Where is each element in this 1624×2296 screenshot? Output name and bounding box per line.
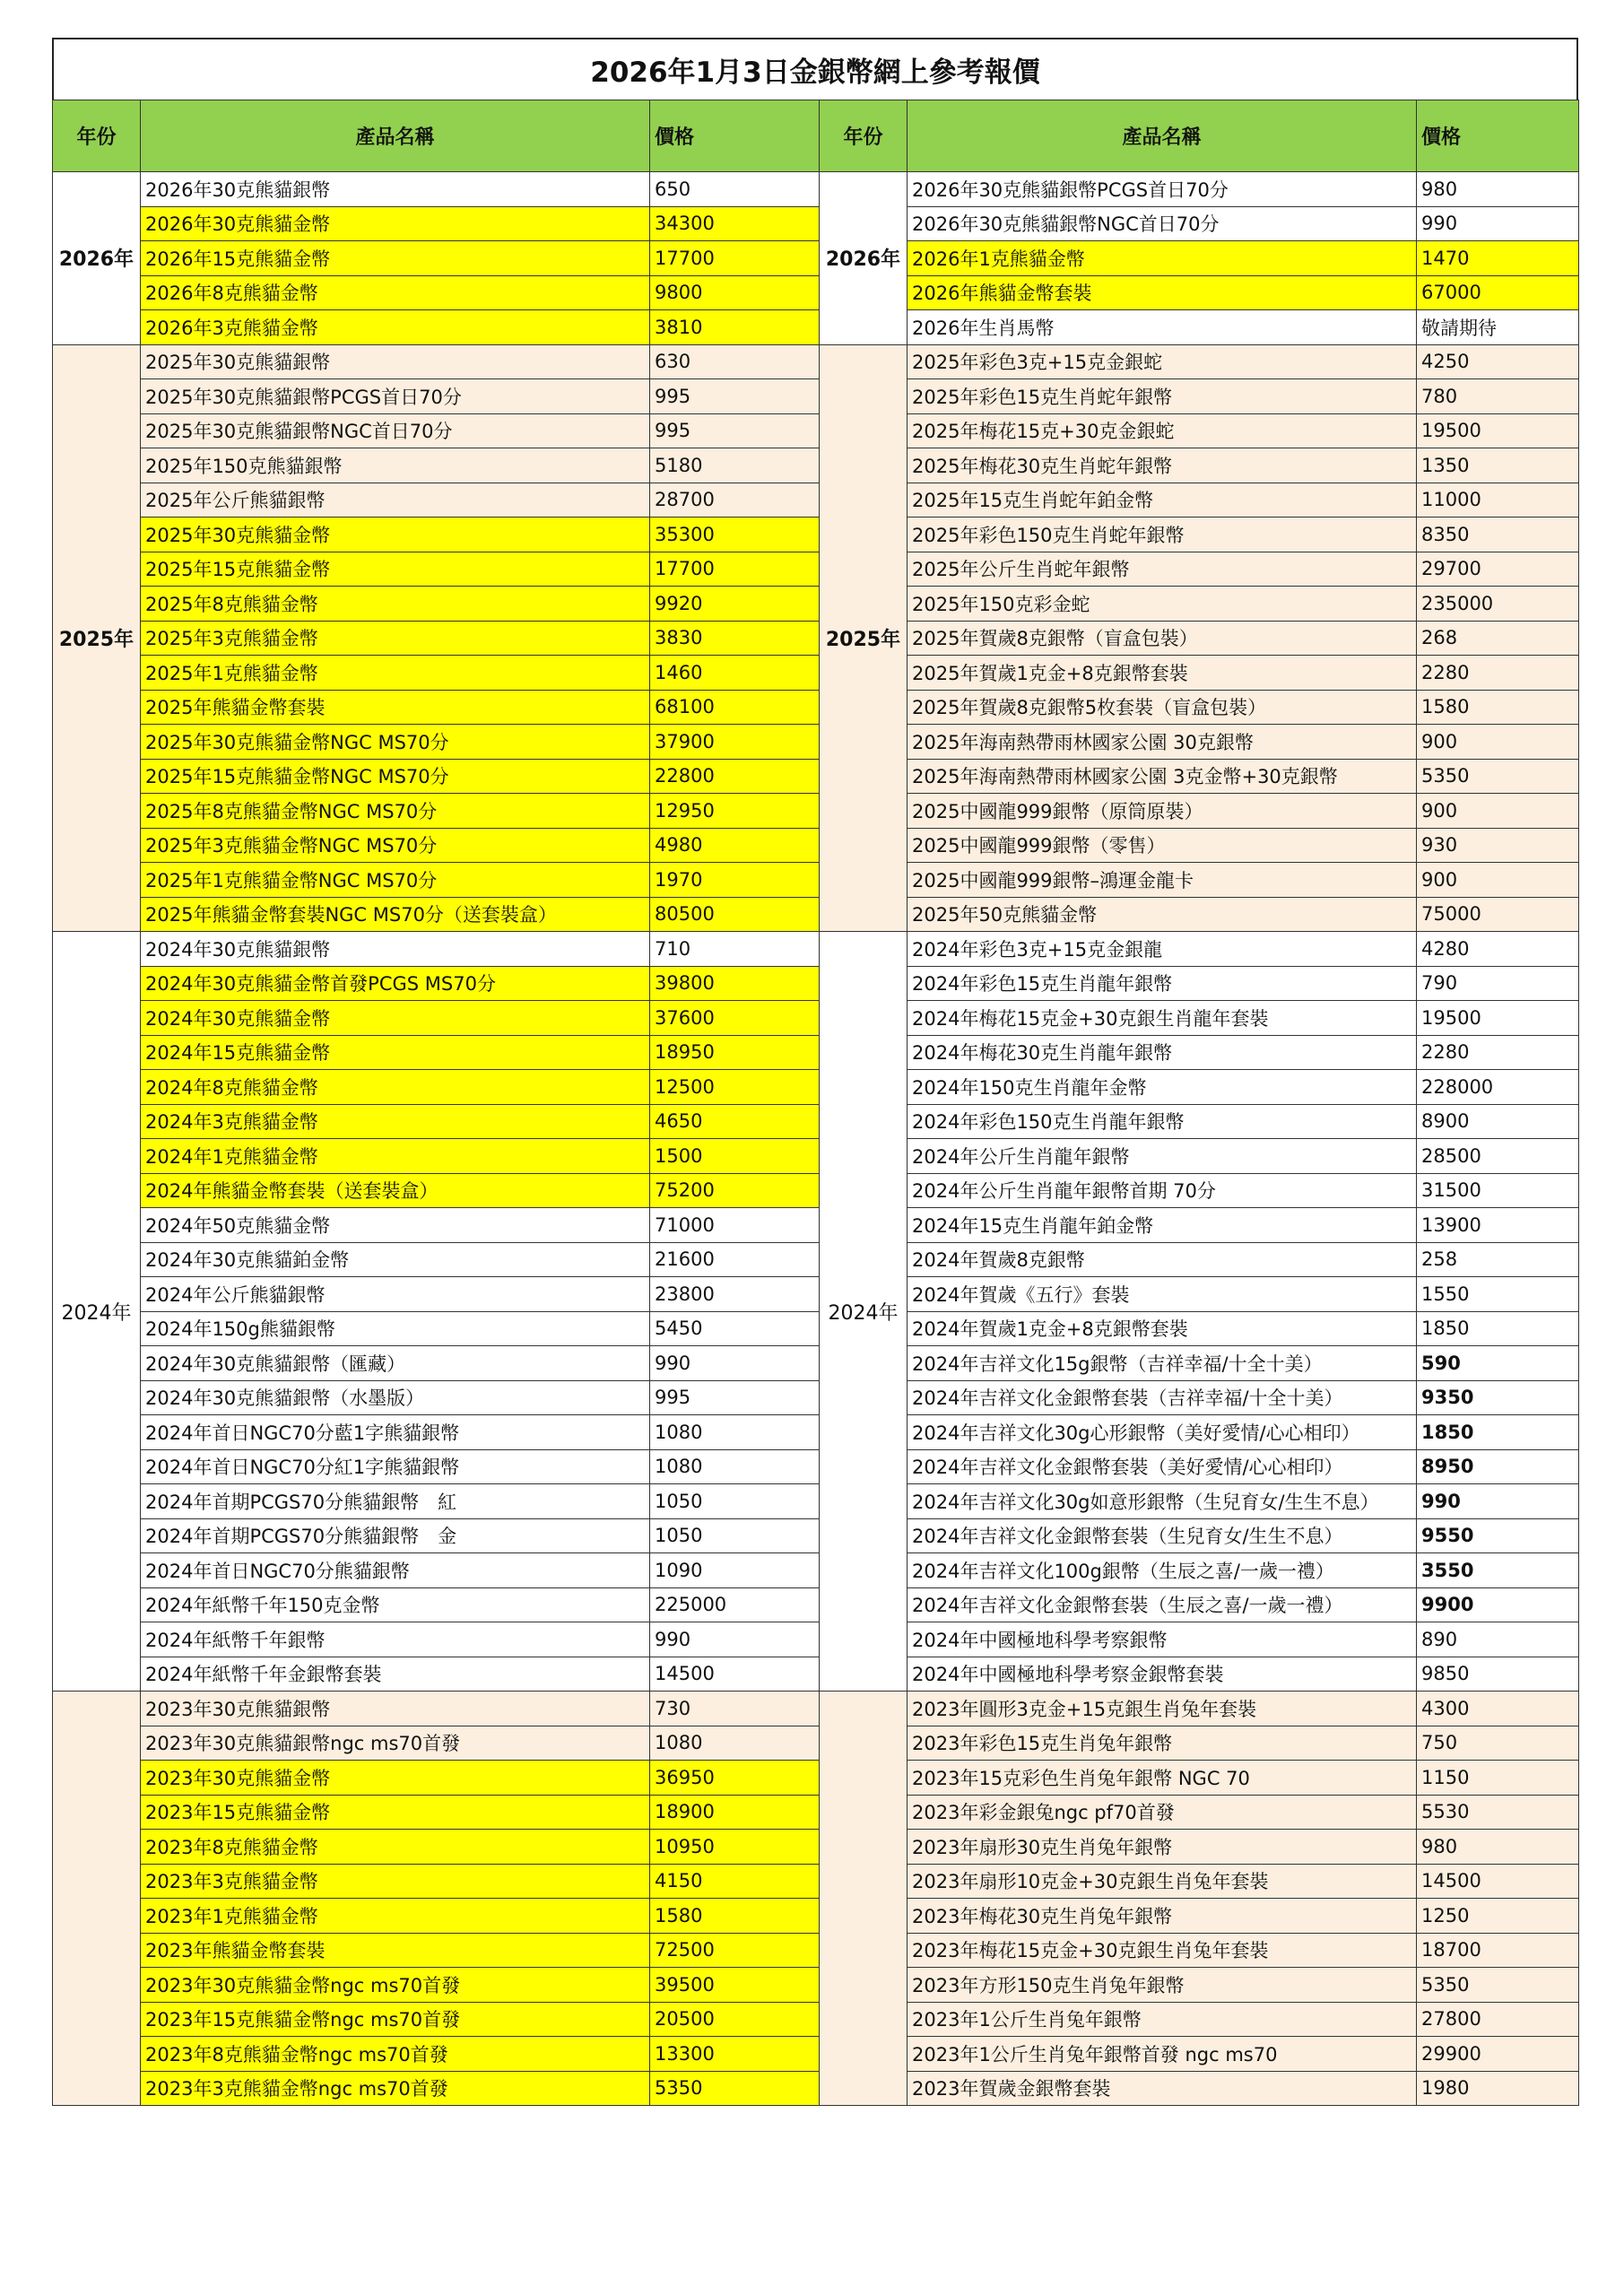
product-price-right: 75000: [1417, 897, 1579, 932]
product-price-right: 28500: [1417, 1139, 1579, 1174]
product-name-left: 2024年3克熊貓金幣: [141, 1104, 650, 1139]
product-name-right: 2024年賀歲1克金+8克銀幣套裝: [908, 1311, 1417, 1346]
product-name-right: 2025年彩色15克生肖蛇年銀幣: [908, 379, 1417, 414]
product-price-left: 1460: [650, 656, 820, 691]
table-row: [53, 344, 1579, 379]
product-name-left: 2024年首日NGC70分藍1字熊貓銀幣: [141, 1415, 650, 1450]
product-price-right: 1980: [1417, 2071, 1579, 2106]
product-price-right: 990: [1417, 1484, 1579, 1519]
product-name-left: 2024年紙幣千年銀幣: [141, 1622, 650, 1657]
product-price-right: 5530: [1417, 1795, 1579, 1830]
product-price-right: 11000: [1417, 483, 1579, 517]
table-row: [53, 863, 1579, 898]
table-row: [53, 1173, 1579, 1208]
product-name-right: 2025年公斤生肖蛇年銀幣: [908, 552, 1417, 587]
product-price-right: 900: [1417, 863, 1579, 898]
product-name-right: 2023年15克彩色生肖兔年銀幣 NGC 70: [908, 1761, 1417, 1796]
product-name-left: 2023年30克熊貓金幣: [141, 1761, 650, 1796]
table-row: [53, 2037, 1579, 2072]
product-name-left: 2023年3克熊貓金幣ngc ms70首發: [141, 2071, 650, 2106]
product-name-right: 2026年1克熊貓金幣: [908, 241, 1417, 276]
product-name-right: 2023年扇形30克生肖兔年銀幣: [908, 1830, 1417, 1865]
product-name-left: 2024年150g熊貓銀幣: [141, 1311, 650, 1346]
product-name-right: 2023年方形150克生肖兔年銀幣: [908, 1968, 1417, 2003]
product-price-right: 2280: [1417, 1035, 1579, 1070]
product-name-left: 2026年30克熊貓金幣: [141, 206, 650, 241]
product-price-right: 258: [1417, 1242, 1579, 1277]
product-price-right: 1250: [1417, 1899, 1579, 1934]
product-price-right: 228000: [1417, 1070, 1579, 1105]
table-row: [53, 448, 1579, 483]
product-name-right: 2023年圓形3克金+15克銀生肖兔年套裝: [908, 1692, 1417, 1726]
product-price-left: 68100: [650, 690, 820, 725]
product-name-right: 2025年彩色150克生肖蛇年銀幣: [908, 517, 1417, 552]
product-name-right: 2024年公斤生肖龍年銀幣首期 70分: [908, 1173, 1417, 1208]
product-name-left: 2026年30克熊貓銀幣: [141, 172, 650, 207]
table-row: [53, 1587, 1579, 1622]
product-name-right: 2024年彩色150克生肖龍年銀幣: [908, 1104, 1417, 1139]
table-row: [53, 1346, 1579, 1381]
product-price-left: 990: [650, 1622, 820, 1657]
product-price-left: 1090: [650, 1553, 820, 1588]
table-row: [53, 828, 1579, 863]
product-name-left: 2026年15克熊貓金幣: [141, 241, 650, 276]
product-price-left: 12500: [650, 1070, 820, 1105]
product-name-left: 2025年3克熊貓金幣NGC MS70分: [141, 828, 650, 863]
product-name-left: 2024年50克熊貓金幣: [141, 1208, 650, 1243]
product-name-right: 2025年賀歲8克銀幣5枚套裝（盲盒包裝）: [908, 690, 1417, 725]
product-price-right: 9850: [1417, 1657, 1579, 1692]
product-price-left: 1580: [650, 1899, 820, 1934]
product-name-left: 2024年30克熊貓銀幣（水墨版）: [141, 1380, 650, 1415]
table-row: [53, 897, 1579, 932]
product-price-left: 3830: [650, 621, 820, 656]
product-name-left: 2023年30克熊貓金幣ngc ms70首發: [141, 1968, 650, 2003]
product-name-left: 2025年8克熊貓金幣NGC MS70分: [141, 794, 650, 829]
year-cell-left: 2024年: [53, 932, 141, 1692]
product-price-left: 1080: [650, 1449, 820, 1484]
table-row: [53, 1518, 1579, 1553]
header-price-left: 價格: [650, 100, 820, 172]
product-price-left: 21600: [650, 1242, 820, 1277]
product-name-right: 2024年賀歲8克銀幣: [908, 1242, 1417, 1277]
product-name-right: 2023年梅花15克金+30克銀生肖兔年套裝: [908, 1933, 1417, 1968]
page-title: 2026年1月3日金銀幣網上參考報價: [52, 38, 1578, 100]
product-name-right: 2024年梅花30克生肖龍年銀幣: [908, 1035, 1417, 1070]
product-price-right: 1550: [1417, 1277, 1579, 1312]
table-row: [53, 1864, 1579, 1899]
product-price-left: 12950: [650, 794, 820, 829]
table-row: [53, 1553, 1579, 1588]
product-name-right: 2024年吉祥文化30g心形銀幣（美好愛情/心心相印）: [908, 1415, 1417, 1450]
product-price-left: 39500: [650, 1968, 820, 2003]
product-name-right: 2023年梅花30克生肖兔年銀幣: [908, 1899, 1417, 1934]
product-price-left: 10950: [650, 1830, 820, 1865]
year-cell-right: 2024年: [820, 932, 908, 1692]
product-price-left: 71000: [650, 1208, 820, 1243]
product-name-left: 2023年熊貓金幣套裝: [141, 1933, 650, 1968]
product-price-left: 75200: [650, 1173, 820, 1208]
table-row: [53, 656, 1579, 691]
product-price-right: 1580: [1417, 690, 1579, 725]
product-price-right: 67000: [1417, 275, 1579, 310]
product-name-left: 2024年1克熊貓金幣: [141, 1139, 650, 1174]
product-name-left: 2025年150克熊貓銀幣: [141, 448, 650, 483]
product-name-right: 2026年30克熊貓銀幣NGC首日70分: [908, 206, 1417, 241]
product-price-right: 8900: [1417, 1104, 1579, 1139]
product-price-left: 34300: [650, 206, 820, 241]
product-price-right: 敬請期待: [1417, 310, 1579, 345]
table-row: [53, 1761, 1579, 1796]
product-name-right: 2024年彩色15克生肖龍年銀幣: [908, 966, 1417, 1001]
product-name-left: 2025年30克熊貓銀幣NGC首日70分: [141, 413, 650, 448]
table-row: [53, 1415, 1579, 1450]
product-price-left: 20500: [650, 2002, 820, 2037]
product-name-left: 2024年首日NGC70分熊貓銀幣: [141, 1553, 650, 1588]
product-name-right: 2025年賀歲1克金+8克銀幣套裝: [908, 656, 1417, 691]
product-name-right: 2024年中國極地科學考察銀幣: [908, 1622, 1417, 1657]
product-name-left: 2024年30克熊貓金幣首發PCGS MS70分: [141, 966, 650, 1001]
product-name-right: 2025年50克熊貓金幣: [908, 897, 1417, 932]
product-price-left: 5350: [650, 2071, 820, 2106]
product-price-left: 39800: [650, 966, 820, 1001]
product-price-right: 9900: [1417, 1587, 1579, 1622]
product-price-right: 900: [1417, 794, 1579, 829]
product-name-right: 2025年梅花15克+30克金銀蛇: [908, 413, 1417, 448]
product-name-right: 2025年15克生肖蛇年鉑金幣: [908, 483, 1417, 517]
product-name-right: 2025中國龍999銀幣（原筒原裝）: [908, 794, 1417, 829]
product-price-left: 1500: [650, 1139, 820, 1174]
product-price-right: 990: [1417, 206, 1579, 241]
year-cell-right: 2026年: [820, 172, 908, 345]
table-row: [53, 690, 1579, 725]
product-price-right: 8950: [1417, 1449, 1579, 1484]
table-row: [53, 1830, 1579, 1865]
product-name-right: 2024年吉祥文化金銀幣套裝（生辰之喜/一歲一禮）: [908, 1587, 1417, 1622]
product-name-right: 2025年海南熱帶雨林國家公園 3克金幣+30克銀幣: [908, 759, 1417, 794]
product-price-left: 37600: [650, 1001, 820, 1036]
table-row: [53, 310, 1579, 345]
product-name-right: 2024年梅花15克金+30克銀生肖龍年套裝: [908, 1001, 1417, 1036]
table-row: [53, 1622, 1579, 1657]
product-name-left: 2023年3克熊貓金幣: [141, 1864, 650, 1899]
year-cell-left: [53, 1692, 141, 2106]
product-name-left: 2024年首期PCGS70分熊貓銀幣 金: [141, 1518, 650, 1553]
product-name-right: 2024年吉祥文化100g銀幣（生辰之喜/一歲一禮）: [908, 1553, 1417, 1588]
table-row: [53, 725, 1579, 760]
product-price-left: 36950: [650, 1761, 820, 1796]
product-name-left: 2025年1克熊貓金幣: [141, 656, 650, 691]
year-cell-left: 2025年: [53, 344, 141, 932]
product-price-right: 9550: [1417, 1518, 1579, 1553]
product-price-right: 2280: [1417, 656, 1579, 691]
product-price-right: 29900: [1417, 2037, 1579, 2072]
product-price-right: 31500: [1417, 1173, 1579, 1208]
product-price-left: 4650: [650, 1104, 820, 1139]
product-name-right: 2023年彩金銀兔ngc pf70首發: [908, 1795, 1417, 1830]
product-name-right: 2023年扇形10克金+30克銀生肖兔年套裝: [908, 1864, 1417, 1899]
table-row: [53, 483, 1579, 517]
product-name-right: 2026年熊貓金幣套裝: [908, 275, 1417, 310]
product-price-left: 18900: [650, 1795, 820, 1830]
product-price-right: 5350: [1417, 759, 1579, 794]
header-row: [53, 100, 1579, 172]
product-price-right: 790: [1417, 966, 1579, 1001]
product-name-right: 2023年1公斤生肖兔年銀幣首發 ngc ms70: [908, 2037, 1417, 2072]
product-price-left: 1970: [650, 863, 820, 898]
table-row: [53, 1795, 1579, 1830]
product-price-left: 990: [650, 1346, 820, 1381]
product-price-left: 995: [650, 413, 820, 448]
table-row: [53, 1380, 1579, 1415]
product-price-right: 4280: [1417, 932, 1579, 967]
table-row: [53, 794, 1579, 829]
product-price-left: 5180: [650, 448, 820, 483]
product-name-right: 2025年賀歲8克銀幣（盲盒包裝）: [908, 621, 1417, 656]
product-name-right: 2024年吉祥文化30g如意形銀幣（生兒育女/生生不息）: [908, 1484, 1417, 1519]
product-name-left: 2023年8克熊貓金幣: [141, 1830, 650, 1865]
product-price-right: 4250: [1417, 344, 1579, 379]
product-name-left: 2024年首期PCGS70分熊貓銀幣 紅: [141, 1484, 650, 1519]
product-name-left: 2025年3克熊貓金幣: [141, 621, 650, 656]
table-row: [53, 759, 1579, 794]
product-price-right: 3550: [1417, 1553, 1579, 1588]
table-row: [53, 241, 1579, 276]
product-name-right: 2024年15克生肖龍年鉑金幣: [908, 1208, 1417, 1243]
product-name-right: 2024年150克生肖龍年金幣: [908, 1070, 1417, 1105]
product-price-left: 28700: [650, 483, 820, 517]
product-price-right: 13900: [1417, 1208, 1579, 1243]
product-name-right: 2024年吉祥文化金銀幣套裝（吉祥幸福/十全十美）: [908, 1380, 1417, 1415]
product-price-right: 1850: [1417, 1311, 1579, 1346]
table-row: [53, 1070, 1579, 1105]
product-name-right: 2023年彩色15克生肖兔年銀幣: [908, 1726, 1417, 1761]
product-price-left: 9800: [650, 275, 820, 310]
product-price-left: 22800: [650, 759, 820, 794]
product-price-left: 13300: [650, 2037, 820, 2072]
table-row: [53, 379, 1579, 414]
product-name-right: 2024年賀歲《五行》套裝: [908, 1277, 1417, 1312]
table-row: [53, 1208, 1579, 1243]
product-price-left: 1050: [650, 1518, 820, 1553]
product-name-left: 2023年1克熊貓金幣: [141, 1899, 650, 1934]
product-price-right: 1470: [1417, 241, 1579, 276]
product-price-right: 900: [1417, 725, 1579, 760]
product-name-left: 2023年8克熊貓金幣ngc ms70首發: [141, 2037, 650, 2072]
product-name-left: 2024年15克熊貓金幣: [141, 1035, 650, 1070]
product-name-right: 2024年中國極地科學考察金銀幣套裝: [908, 1657, 1417, 1692]
product-price-right: 930: [1417, 828, 1579, 863]
product-price-right: 1350: [1417, 448, 1579, 483]
product-price-left: 3810: [650, 310, 820, 345]
year-cell-left: 2026年: [53, 172, 141, 345]
table-row: [53, 552, 1579, 587]
product-price-right: 780: [1417, 379, 1579, 414]
product-name-left: 2024年30克熊貓銀幣: [141, 932, 650, 967]
product-name-left: 2025年1克熊貓金幣NGC MS70分: [141, 863, 650, 898]
product-name-right: 2025年海南熱帶雨林國家公園 30克銀幣: [908, 725, 1417, 760]
product-price-left: 1080: [650, 1726, 820, 1761]
product-price-right: 14500: [1417, 1864, 1579, 1899]
product-price-right: 1850: [1417, 1415, 1579, 1450]
table-row: [53, 1035, 1579, 1070]
product-price-right: 27800: [1417, 2002, 1579, 2037]
product-name-left: 2025年公斤熊貓銀幣: [141, 483, 650, 517]
product-name-left: 2024年公斤熊貓銀幣: [141, 1277, 650, 1312]
product-name-right: 2024年彩色3克+15克金銀龍: [908, 932, 1417, 967]
product-price-right: 29700: [1417, 552, 1579, 587]
product-price-right: 268: [1417, 621, 1579, 656]
product-price-left: 650: [650, 172, 820, 207]
header-year-right: 年份: [820, 100, 908, 172]
header-price-right: 價格: [1417, 100, 1579, 172]
product-price-right: 19500: [1417, 413, 1579, 448]
table-body: [53, 172, 1579, 2106]
price-table: [52, 100, 1579, 2106]
table-row: [53, 413, 1579, 448]
product-price-left: 225000: [650, 1587, 820, 1622]
product-name-left: 2023年15克熊貓金幣ngc ms70首發: [141, 2002, 650, 2037]
product-name-right: 2025年梅花30克生肖蛇年銀幣: [908, 448, 1417, 483]
product-price-left: 710: [650, 932, 820, 967]
product-name-right: 2025年150克彩金蛇: [908, 587, 1417, 622]
product-name-left: 2025年30克熊貓金幣: [141, 517, 650, 552]
product-price-right: 18700: [1417, 1933, 1579, 1968]
table-row: [53, 1657, 1579, 1692]
product-name-right: 2023年賀歲金銀幣套裝: [908, 2071, 1417, 2106]
table-row: [53, 1692, 1579, 1726]
product-price-left: 37900: [650, 725, 820, 760]
product-name-right: 2023年1公斤生肖兔年銀幣: [908, 2002, 1417, 2037]
product-name-left: 2024年熊貓金幣套裝（送套裝盒）: [141, 1173, 650, 1208]
product-price-left: 4150: [650, 1864, 820, 1899]
table-row: [53, 206, 1579, 241]
table-row: [53, 1449, 1579, 1484]
table-row: [53, 1484, 1579, 1519]
product-price-left: 1050: [650, 1484, 820, 1519]
table-row: [53, 932, 1579, 967]
product-name-left: 2025年熊貓金幣套裝: [141, 690, 650, 725]
product-name-right: 2024年吉祥文化15g銀幣（吉祥幸福/十全十美）: [908, 1346, 1417, 1381]
table-row: [53, 1242, 1579, 1277]
product-name-left: 2024年紙幣千年150克金幣: [141, 1587, 650, 1622]
product-name-left: 2023年15克熊貓金幣: [141, 1795, 650, 1830]
table-row: [53, 275, 1579, 310]
table-row: [53, 966, 1579, 1001]
product-name-left: 2025年15克熊貓金幣NGC MS70分: [141, 759, 650, 794]
product-name-right: 2025中國龍999銀幣–鴻運金龍卡: [908, 863, 1417, 898]
product-price-left: 730: [650, 1692, 820, 1726]
product-price-right: 5350: [1417, 1968, 1579, 2003]
product-price-left: 17700: [650, 241, 820, 276]
price-sheet: [52, 38, 1578, 2106]
table-row: [53, 1726, 1579, 1761]
product-price-right: 8350: [1417, 517, 1579, 552]
product-price-right: 1150: [1417, 1761, 1579, 1796]
product-name-right: 2026年生肖馬幣: [908, 310, 1417, 345]
product-name-left: 2024年首日NGC70分紅1字熊貓銀幣: [141, 1449, 650, 1484]
table-row: [53, 1899, 1579, 1934]
table-row: [53, 1001, 1579, 1036]
product-name-left: 2025年15克熊貓金幣: [141, 552, 650, 587]
table-row: [53, 1968, 1579, 2003]
product-price-left: 9920: [650, 587, 820, 622]
product-name-left: 2025年8克熊貓金幣: [141, 587, 650, 622]
product-name-left: 2023年30克熊貓銀幣ngc ms70首發: [141, 1726, 650, 1761]
product-price-right: 4300: [1417, 1692, 1579, 1726]
product-price-left: 14500: [650, 1657, 820, 1692]
product-name-right: 2024年吉祥文化金銀幣套裝（生兒育女/生生不息）: [908, 1518, 1417, 1553]
table-row: [53, 587, 1579, 622]
product-name-right: 2024年吉祥文化金銀幣套裝（美好愛情/心心相印）: [908, 1449, 1417, 1484]
product-name-left: 2024年30克熊貓銀幣（匯藏）: [141, 1346, 650, 1381]
table-row: [53, 517, 1579, 552]
header-name-right: 產品名稱: [908, 100, 1417, 172]
product-price-right: 980: [1417, 172, 1579, 207]
table-row: [53, 2071, 1579, 2106]
product-name-left: 2025年30克熊貓銀幣PCGS首日70分: [141, 379, 650, 414]
product-name-left: 2026年8克熊貓金幣: [141, 275, 650, 310]
product-price-left: 630: [650, 344, 820, 379]
product-price-right: 19500: [1417, 1001, 1579, 1036]
product-name-left: 2025年30克熊貓銀幣: [141, 344, 650, 379]
product-price-left: 80500: [650, 897, 820, 932]
product-price-left: 995: [650, 379, 820, 414]
table-row: [53, 2002, 1579, 2037]
product-name-left: 2024年紙幣千年金銀幣套裝: [141, 1657, 650, 1692]
product-price-right: 890: [1417, 1622, 1579, 1657]
product-name-left: 2024年30克熊貓金幣: [141, 1001, 650, 1036]
product-price-right: 750: [1417, 1726, 1579, 1761]
product-name-left: 2025年熊貓金幣套裝NGC MS70分（送套裝盒）: [141, 897, 650, 932]
header-name-left: 產品名稱: [141, 100, 650, 172]
product-price-left: 995: [650, 1380, 820, 1415]
table-row: [53, 1933, 1579, 1968]
product-name-left: 2026年3克熊貓金幣: [141, 310, 650, 345]
product-price-right: 9350: [1417, 1380, 1579, 1415]
table-row: [53, 172, 1579, 207]
year-cell-right: [820, 1692, 908, 2106]
table-row: [53, 1139, 1579, 1174]
product-price-left: 5450: [650, 1311, 820, 1346]
product-name-left: 2023年30克熊貓銀幣: [141, 1692, 650, 1726]
header-year-left: 年份: [53, 100, 141, 172]
product-price-right: 235000: [1417, 587, 1579, 622]
table-row: [53, 1104, 1579, 1139]
product-price-right: 590: [1417, 1346, 1579, 1381]
product-name-right: 2026年30克熊貓銀幣PCGS首日70分: [908, 172, 1417, 207]
table-row: [53, 621, 1579, 656]
year-cell-right: 2025年: [820, 344, 908, 932]
product-name-right: 2024年公斤生肖龍年銀幣: [908, 1139, 1417, 1174]
product-name-left: 2024年8克熊貓金幣: [141, 1070, 650, 1105]
product-price-left: 72500: [650, 1933, 820, 1968]
product-price-left: 17700: [650, 552, 820, 587]
table-row: [53, 1277, 1579, 1312]
product-name-left: 2025年30克熊貓金幣NGC MS70分: [141, 725, 650, 760]
product-price-right: 980: [1417, 1830, 1579, 1865]
product-price-left: 23800: [650, 1277, 820, 1312]
product-name-right: 2025年彩色3克+15克金銀蛇: [908, 344, 1417, 379]
table-row: [53, 1311, 1579, 1346]
product-name-left: 2024年30克熊貓鉑金幣: [141, 1242, 650, 1277]
product-price-left: 1080: [650, 1415, 820, 1450]
product-price-left: 18950: [650, 1035, 820, 1070]
product-name-right: 2025中國龍999銀幣（零售）: [908, 828, 1417, 863]
product-price-left: 35300: [650, 517, 820, 552]
product-price-left: 4980: [650, 828, 820, 863]
